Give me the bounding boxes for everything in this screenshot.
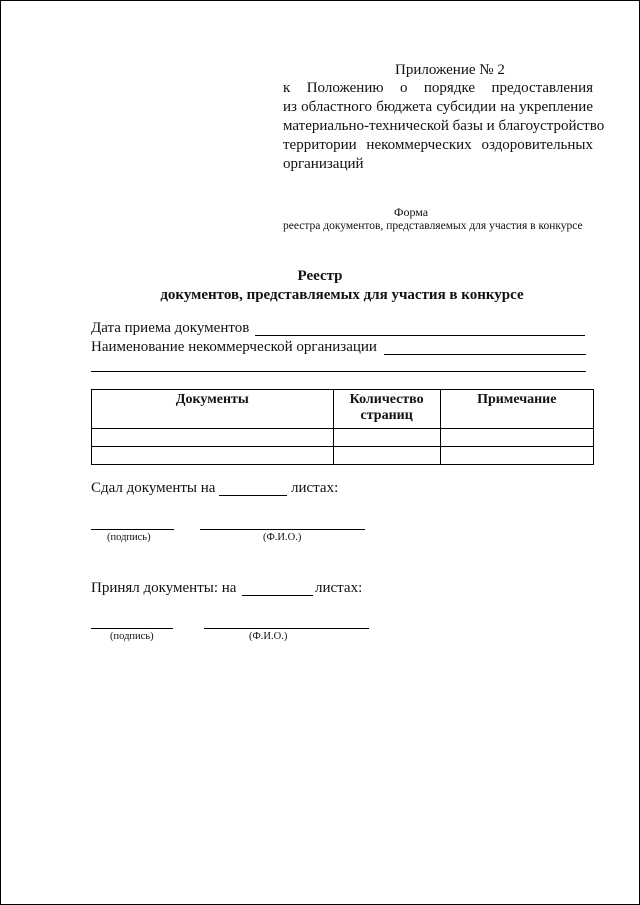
table-header-row <box>92 390 594 429</box>
appendix-line: к Положению о порядке предоставления <box>283 80 593 96</box>
received-name-caption: (Ф.И.О.) <box>249 631 288 642</box>
table-cell[interactable] <box>92 429 334 447</box>
date-label: Дата приема документов <box>91 320 250 336</box>
submitted-signature-line[interactable] <box>91 529 174 530</box>
submitted-suffix: листах: <box>291 480 339 496</box>
table-row <box>92 429 594 447</box>
organization-label: Наименование некоммерческой организации <box>91 339 377 355</box>
table-cell[interactable] <box>440 447 593 465</box>
register-title: Реестр <box>297 268 343 284</box>
documents-table <box>91 389 594 465</box>
submitted-sheets-field[interactable] <box>219 495 287 496</box>
form-description: реестра документов, представляемых для участия в конкурсе <box>283 220 583 232</box>
received-signature-caption: (подпись) <box>110 631 154 642</box>
organization-field[interactable] <box>384 354 586 355</box>
table-cell[interactable] <box>333 429 440 447</box>
date-field[interactable] <box>255 335 585 336</box>
submitted-name-line[interactable] <box>200 529 365 530</box>
submitted-prefix: Сдал документы на <box>91 480 216 496</box>
header-page-count: Количество страниц <box>333 390 440 429</box>
table-cell[interactable] <box>440 429 593 447</box>
received-suffix: листах: <box>315 580 363 596</box>
submitted-name-caption: (Ф.И.О.) <box>263 532 302 543</box>
received-name-line[interactable] <box>204 628 369 629</box>
organization-field-continuation[interactable] <box>91 371 586 372</box>
received-prefix: Принял документы: на <box>91 580 237 596</box>
appendix-line: материально-технической базы и благоустройство <box>283 118 605 134</box>
appendix-line: из областного бюджета субсидии на укрепление <box>283 99 593 115</box>
received-signature-line[interactable] <box>91 628 173 629</box>
form-label: Форма <box>394 205 429 219</box>
appendix-title: Приложение № 2 <box>395 62 505 78</box>
appendix-line: территории некоммерческих оздоровительных <box>283 137 593 153</box>
table-cell[interactable] <box>333 447 440 465</box>
header-note: Примечание <box>440 390 593 429</box>
submitted-signature-caption: (подпись) <box>107 532 151 543</box>
register-subtitle: документов, представляемых для участия в конкурсе <box>160 287 524 303</box>
appendix-line: организаций <box>283 156 364 172</box>
received-sheets-field[interactable] <box>242 595 313 596</box>
table-row <box>92 447 594 465</box>
header-documents: Документы <box>92 390 334 429</box>
appendix-body <box>283 79 605 174</box>
table-cell[interactable] <box>92 447 334 465</box>
